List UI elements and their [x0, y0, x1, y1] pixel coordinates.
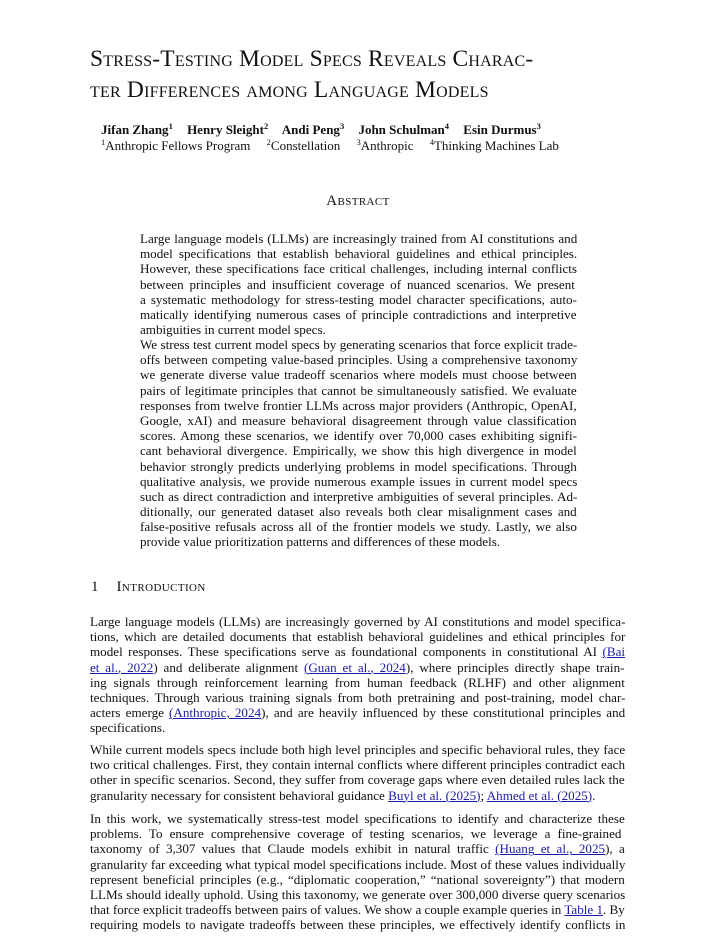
text-line: Google, xAI) and measure behavioral disagreement through value classification — [140, 412, 577, 428]
author: John Schulman$^4$ — [358, 121, 450, 137]
text-line: responses from twelve frontier LLMs across major providers (Anthropic, OpenAI, — [140, 397, 577, 413]
text-line: we generate diverse value tradeoff scenarios where models must choose between — [140, 367, 577, 383]
intro-paragraph-3 — [90, 811, 625, 933]
text-line: qualitative analysis, we provide numerous example issues in current model specs — [140, 473, 578, 489]
title-line: ter Differences among Language Models — [90, 77, 489, 103]
affiliation-list — [101, 138, 572, 153]
text-line: pairs of legitimate principles that cannot be simultaneously satisfied. We evaluate — [140, 382, 577, 398]
author-list — [101, 122, 552, 137]
citation-link-bai-2022[interactable]: (Bai — [602, 644, 626, 660]
author: Andi Peng$^3$ — [281, 121, 345, 137]
text-line: between principles and insufficient coverage of nuanced scenarios. We present — [140, 276, 575, 292]
author: Jifan Zhang$^1$ — [101, 121, 173, 137]
section-heading-introduction — [91, 578, 206, 596]
text-line: model responses. These specifications serve as foundational components in constitutional AI (Bai — [90, 644, 626, 660]
abstract-heading: Abstract — [326, 193, 390, 209]
text-line: Large language models (LLMs) are increasingly governed by AI constitutions and model specifica- — [90, 614, 626, 629]
citation-link-guan-2024[interactable]: (Guan et al., 2024 — [303, 659, 406, 675]
text-line: a systematic methodology for stress-testing model character specifications, auto- — [140, 291, 577, 307]
text-line: ditionally, our generated dataset also reveals both clear misalignment cases and — [140, 504, 577, 520]
text-line: offs between competing value-based principles. Using a comprehensive taxonomy — [140, 352, 578, 368]
paper-title — [90, 44, 630, 106]
intro-paragraph-2 — [90, 742, 625, 803]
title-line: Stress-Testing Model Specs Reveals Charac- — [90, 46, 534, 72]
text-line: that force explicit tradeoffs between pairs of values. We show a couple example queries in Table 1. By — [90, 902, 625, 918]
citation-link-ahmed-2025[interactable]: Ahmed et al. (2025) — [486, 787, 593, 803]
text-line: taxonomy of 3,307 values that Claude models exhibit in natural traffic (Huang et al., 2025), a — [90, 841, 625, 857]
citation-link-anthropic-2024[interactable]: (Anthropic, 2024 — [169, 705, 262, 721]
text-line: ing signals through reinforcement learning from human feedback (RLHF) and other alignment — [90, 674, 625, 690]
text-line: Large language models (LLMs) are increasingly trained from AI constitutions and — [140, 231, 578, 246]
text-line: techniques. Through various training signals from both pretraining and post-training, model char- — [90, 689, 626, 705]
text-line: In this work, we systematically stress-test model specifications to identify and characterize these — [90, 811, 625, 826]
text-line: et al., 2022) and deliberate alignment (Guan et al., 2024), where principles directly shape train- — [90, 659, 625, 675]
text-line: We stress test current model specs by generating scenarios that force explicit trade- — [140, 337, 578, 352]
text-line: granularity far exceeding what typical model specifications include. Most of these values individually — [90, 856, 626, 872]
affiliation: $^1$Anthropic Fellows Program — [101, 137, 251, 153]
text-line: model specifications that establish behavioral guidelines and ethical principles. — [140, 246, 578, 262]
text-line: tions, which are detailed documents that establish behavioral guidelines and ethical principles for — [90, 629, 626, 645]
table-1-link[interactable]: Table 1 — [564, 902, 604, 918]
text-line: cant behavioral divergence. Empirically, we show this high divergence in model — [140, 443, 577, 459]
text-line: scores. Among these scenarios, we identify over 70,000 cases exhibiting signifi- — [140, 428, 577, 444]
affiliation: $^4$Thinking Machines Lab — [429, 137, 559, 153]
text-line: granularity necessary for consistent behavioral guidance Buyl et al. (2025); Ahmed et al. (2025). — [90, 787, 596, 803]
abstract-paragraph-1 — [140, 231, 577, 337]
text-line: two critical challenges. First, they contain internal conflicts where different principles contradict each — [90, 757, 626, 773]
text-line: problems. To ensure comprehensive coverage of testing scenarios, we leverage a fine-grained — [90, 826, 622, 842]
section-title: Introduction — [116, 579, 206, 595]
text-line: provide value prioritization patterns and differences of these models. — [140, 534, 501, 550]
citation-link-huang-2025[interactable]: (Huang et al., 2025 — [495, 841, 606, 857]
citation-link-bai-2022[interactable]: et al., 2022 — [90, 659, 154, 675]
text-line: ambiguities in current model specs. — [140, 322, 326, 338]
text-line: false-positive refusals across all of the frontier models we study. Lastly, we also — [140, 519, 577, 535]
affiliation: $^2$Constellation — [266, 137, 341, 153]
text-line: While current models specs include both high level principles and specific behavioral rules, they face — [90, 742, 626, 757]
citation-link-buyl-2025[interactable]: Buyl et al. (2025) — [388, 787, 481, 803]
text-line: LLMs should ideally uphold. Using this taxonomy, we generate over 300,000 diverse query scenarios — [90, 886, 626, 902]
section-number: 1 — [91, 579, 99, 595]
text-line: other in specific scenarios. Second, they suffer from coverage gaps where even detailed rules lack the — [90, 772, 625, 788]
text-line: acters emerge (Anthropic, 2024), and are heavily influenced by these constitutional principles and — [90, 705, 626, 721]
author: Henry Sleight$^2$ — [187, 121, 269, 137]
text-line: specifications. — [90, 720, 166, 736]
text-line: matically identifying numerous cases of principle contradictions and interpretive — [140, 306, 577, 322]
text-line: represent beneficial principles (e.g., “diplomatic cooperation,” “national sovereignty”) that modern — [90, 871, 625, 887]
text-line: behavior strongly predicts underlying problems in model specifications. Through — [140, 458, 577, 474]
text-line: requiring models to navigate tradeoffs between these principles, we effectively identify conflicts in — [90, 917, 626, 933]
abstract-paragraph-2 — [140, 337, 577, 550]
text-line: However, these specifications face critical challenges, including internal conflicts — [140, 261, 578, 277]
intro-paragraph-1 — [90, 614, 625, 736]
text-line: such as direct contradiction and interpretive ambiguities of several principles. Ad- — [140, 488, 578, 504]
affiliation: $^3$Anthropic — [356, 137, 414, 153]
author: Esin Durmus$^3$ — [463, 121, 541, 137]
